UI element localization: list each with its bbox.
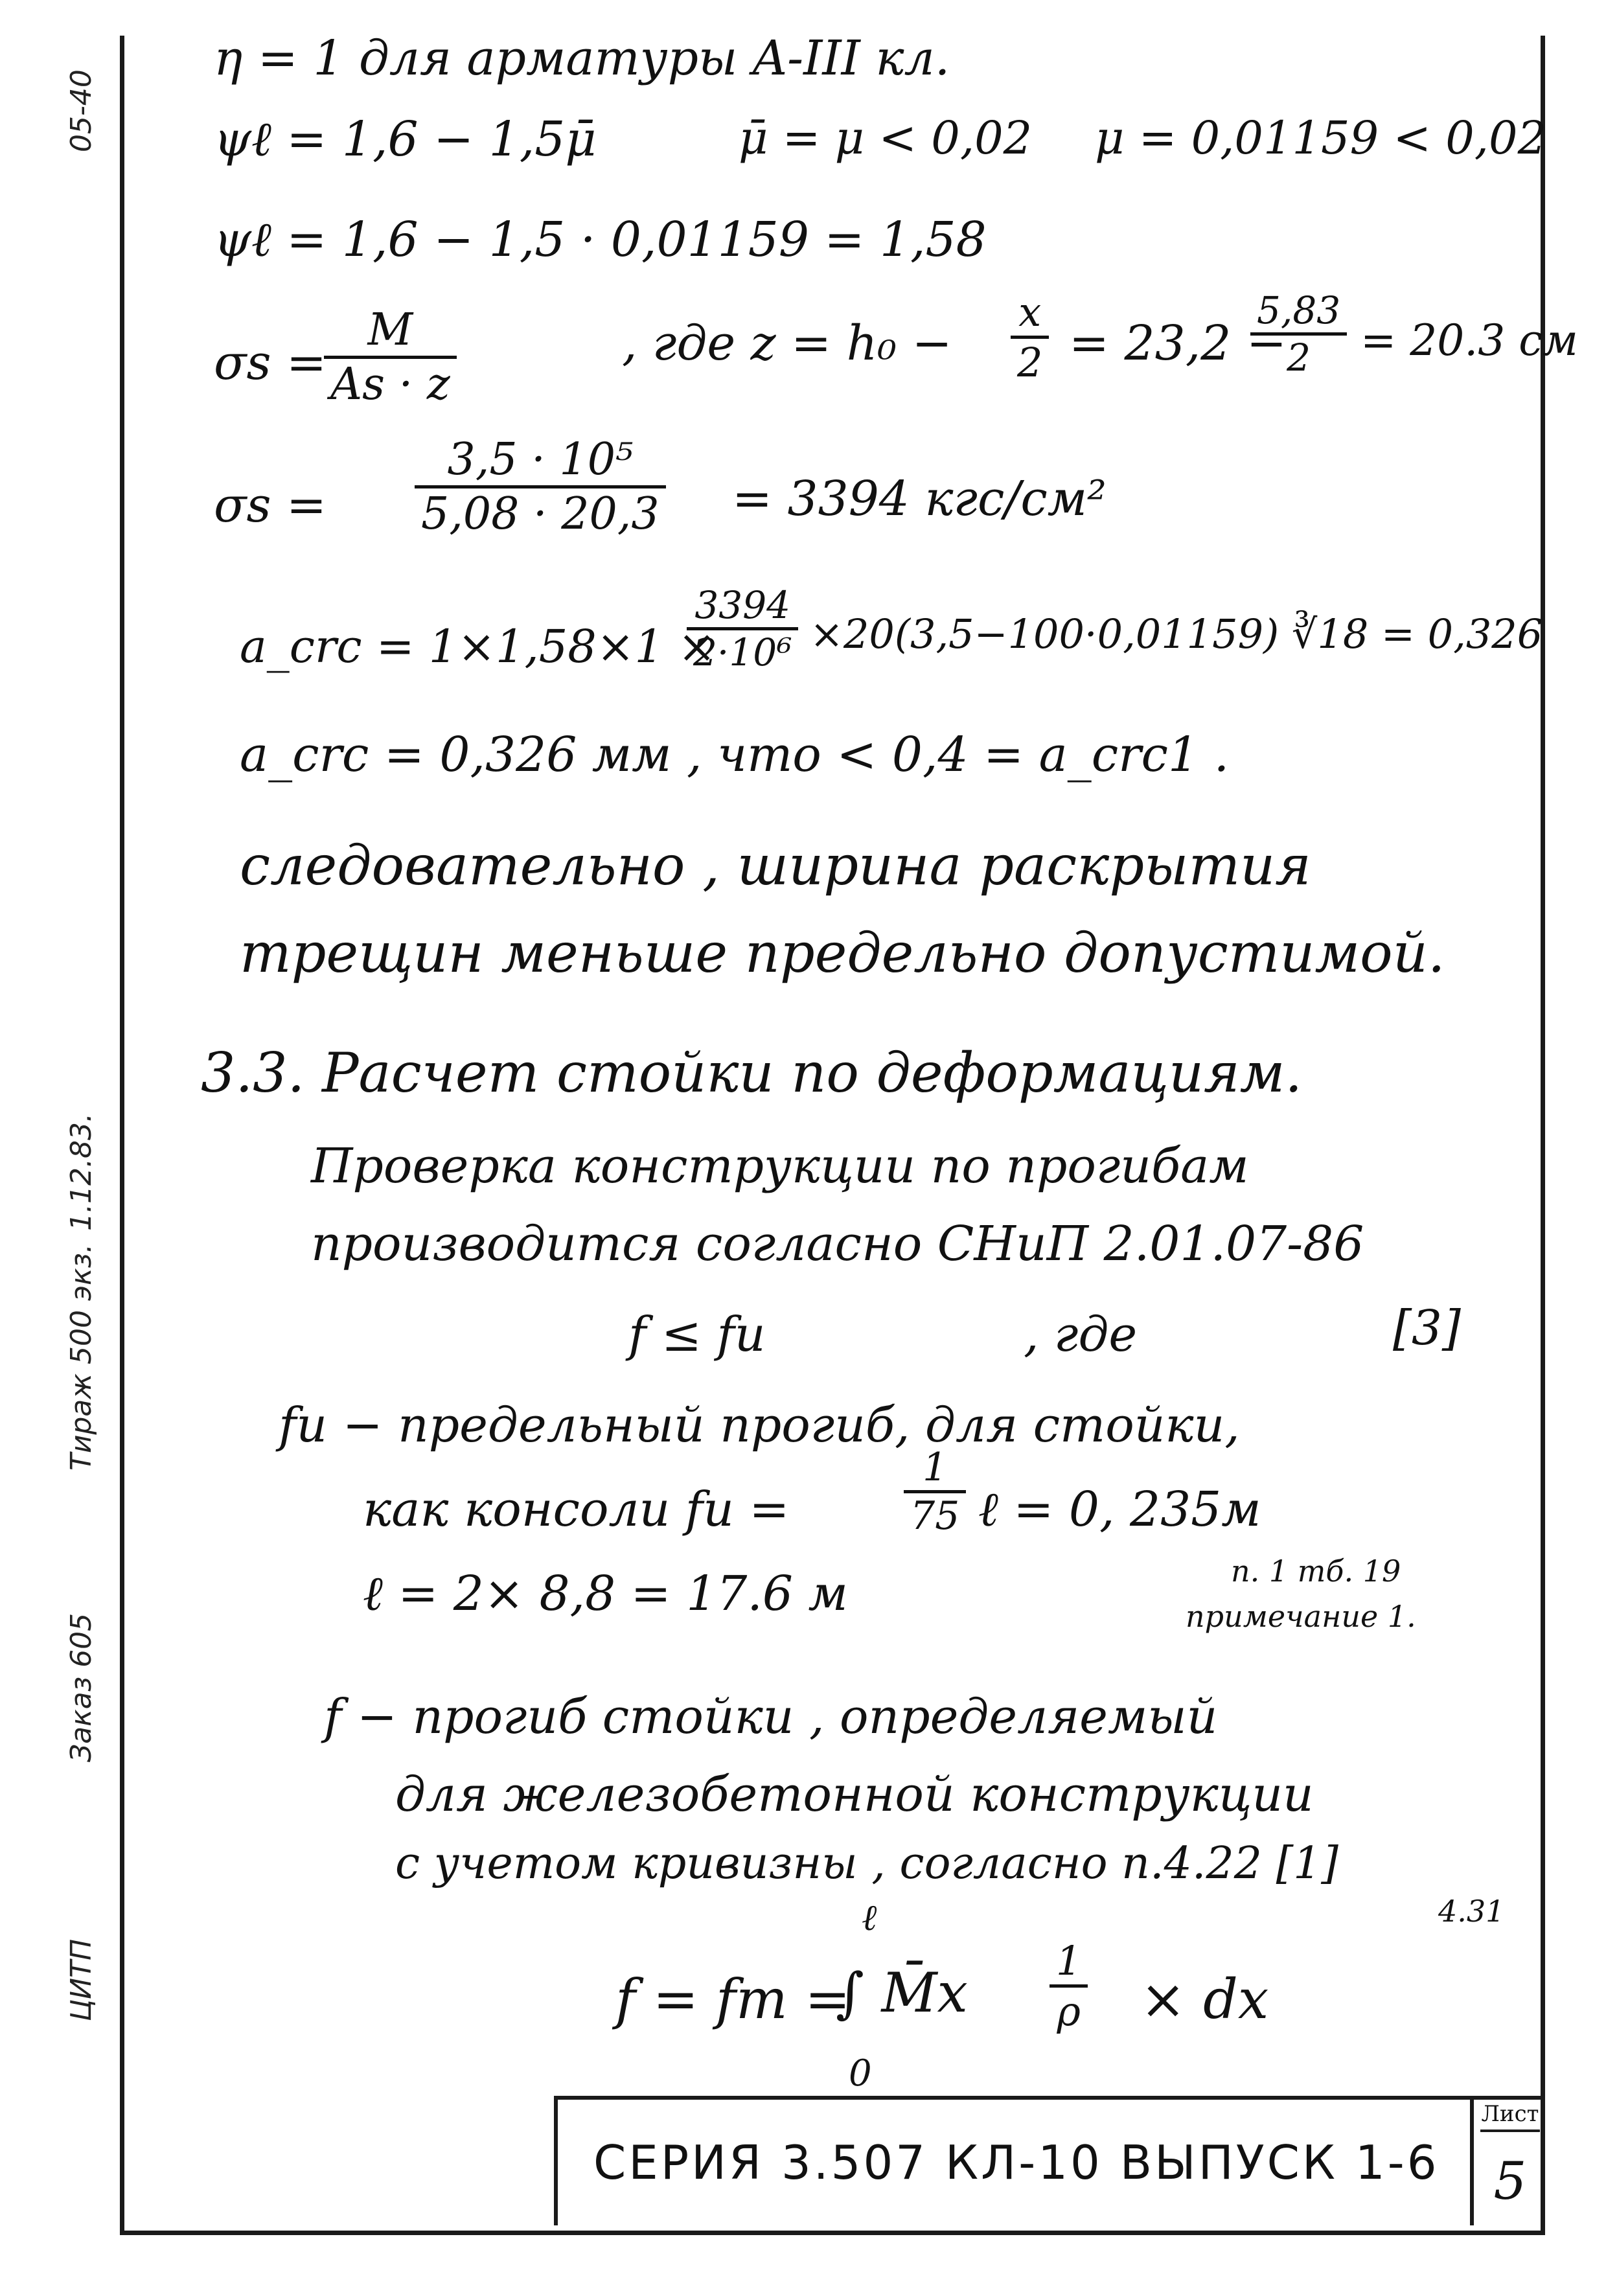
para-fu-formula: как консоли fu =: [363, 1482, 790, 1537]
line-z-sub: = 23,2 −: [1069, 316, 1287, 371]
line-mu-condition: μ̄ = μ < 0,02: [739, 111, 1033, 165]
line-psi-value: ψℓ = 1,6 − 1,5 · 0,01159 = 1,58: [214, 212, 987, 268]
line-conclusion-2: трещин меньше предельно допустимой.: [240, 921, 1445, 985]
reference-3: [3]: [1393, 1300, 1461, 1356]
para-check-1: Проверка конструкции по прогибам: [311, 1138, 1249, 1194]
note-clause: 4.31: [1438, 1894, 1505, 1929]
para-f-def-1: f − прогиб стойки , определяемый: [324, 1689, 1218, 1745]
line-eta: η = 1 для арматуры A-III кл.: [214, 30, 950, 86]
condition-where: , где: [1024, 1307, 1138, 1362]
section-heading-3-3: 3.3. Расчет стойки по деформациям.: [201, 1041, 1303, 1105]
condition-f: f ≤ fu: [628, 1307, 766, 1362]
margin-org: ЦИТП: [65, 1938, 98, 2021]
sigma-fraction: [324, 304, 457, 410]
xval-half-fraction: $\frac{5,83}{2}$: [1250, 288, 1347, 380]
fu-fraction: $\frac{1}{75}$: [904, 1445, 966, 1539]
formula-integral: ∫ M̄x: [836, 1961, 968, 2025]
margin-date: 1.12.83.: [65, 1113, 98, 1231]
margin-tirazh: Тираж 500 экз.: [65, 1243, 98, 1471]
line-sigma2-result: = 3394 кгс/см²: [732, 471, 1107, 527]
line-sigma-lhs: σs =: [214, 335, 327, 391]
para-f-def-3: с учетом кривизны , согласно п.4.22 [1]: [395, 1838, 1338, 1889]
sheet-label: Лист: [1480, 2101, 1540, 2132]
para-fu-def: fu − предельный прогиб, для стойки,: [279, 1397, 1240, 1453]
sigma2-fraction: $\frac{\text{3,5 · 10⁵}}{5,08 \cdot 20,3}$: [415, 434, 666, 540]
line-mu-value: μ = 0,01159 < 0,02: [1095, 111, 1547, 165]
para-length: ℓ = 2× 8,8 = 17.6 м: [363, 1566, 848, 1622]
para-fu-value: ℓ = 0, 235м: [978, 1482, 1261, 1537]
note-table-ref: п. 1 тб. 19: [1231, 1554, 1401, 1589]
x-half-fraction: $\frac{x}{2}$: [1011, 288, 1049, 386]
integral-lower: 0: [849, 2052, 872, 2095]
curvature-fraction: $\frac{1}{\rho}$: [1050, 1937, 1088, 2035]
line-z-def: , где z = h₀ −: [622, 316, 952, 371]
integral-upper: ℓ: [862, 1897, 877, 1939]
line-acrc-lhs: a_crc = 1×1,58×1 ×: [240, 620, 716, 673]
acrc-fraction: $\frac{3394}{\text{2·10⁶}}$: [687, 583, 798, 674]
sigma-den: As · z: [330, 359, 450, 410]
formula-dx: × dx: [1140, 1968, 1269, 2031]
line-acrc-result: a_crc = 0,326 мм , что < 0,4 = a_crc1 .: [240, 727, 1230, 783]
para-check-2: производится согласно СНиП 2.01.07-86: [311, 1216, 1364, 1272]
line-acrc-rhs: ×20(3,5−100·0,01159) ∛18 = 0,326: [810, 610, 1543, 658]
margin-code: 05-40: [65, 69, 98, 152]
line-psi-formula: ψℓ = 1,6 − 1,5μ̄: [214, 111, 597, 167]
margin-zakaz: Заказ 605: [65, 1613, 98, 1762]
para-f-def-2: для железобетонной конструкции: [395, 1767, 1314, 1822]
series-text: СЕРИЯ 3.507 КЛ-10 ВЫПУСК 1-6: [593, 2135, 1440, 2190]
line-sigma2-lhs: σs =: [214, 477, 327, 533]
series-stamp: [554, 2096, 1474, 2225]
line-z-result: = 20.3 см: [1360, 316, 1578, 365]
line-conclusion-1: следовательно , ширина раскрытия: [240, 834, 1311, 897]
formula-deflection-lhs: f = fm =: [615, 1968, 851, 2031]
sheet-number: 5: [1493, 2151, 1527, 2211]
note-remark: примечание 1.: [1186, 1599, 1416, 1634]
sigma-num: M: [324, 304, 457, 359]
